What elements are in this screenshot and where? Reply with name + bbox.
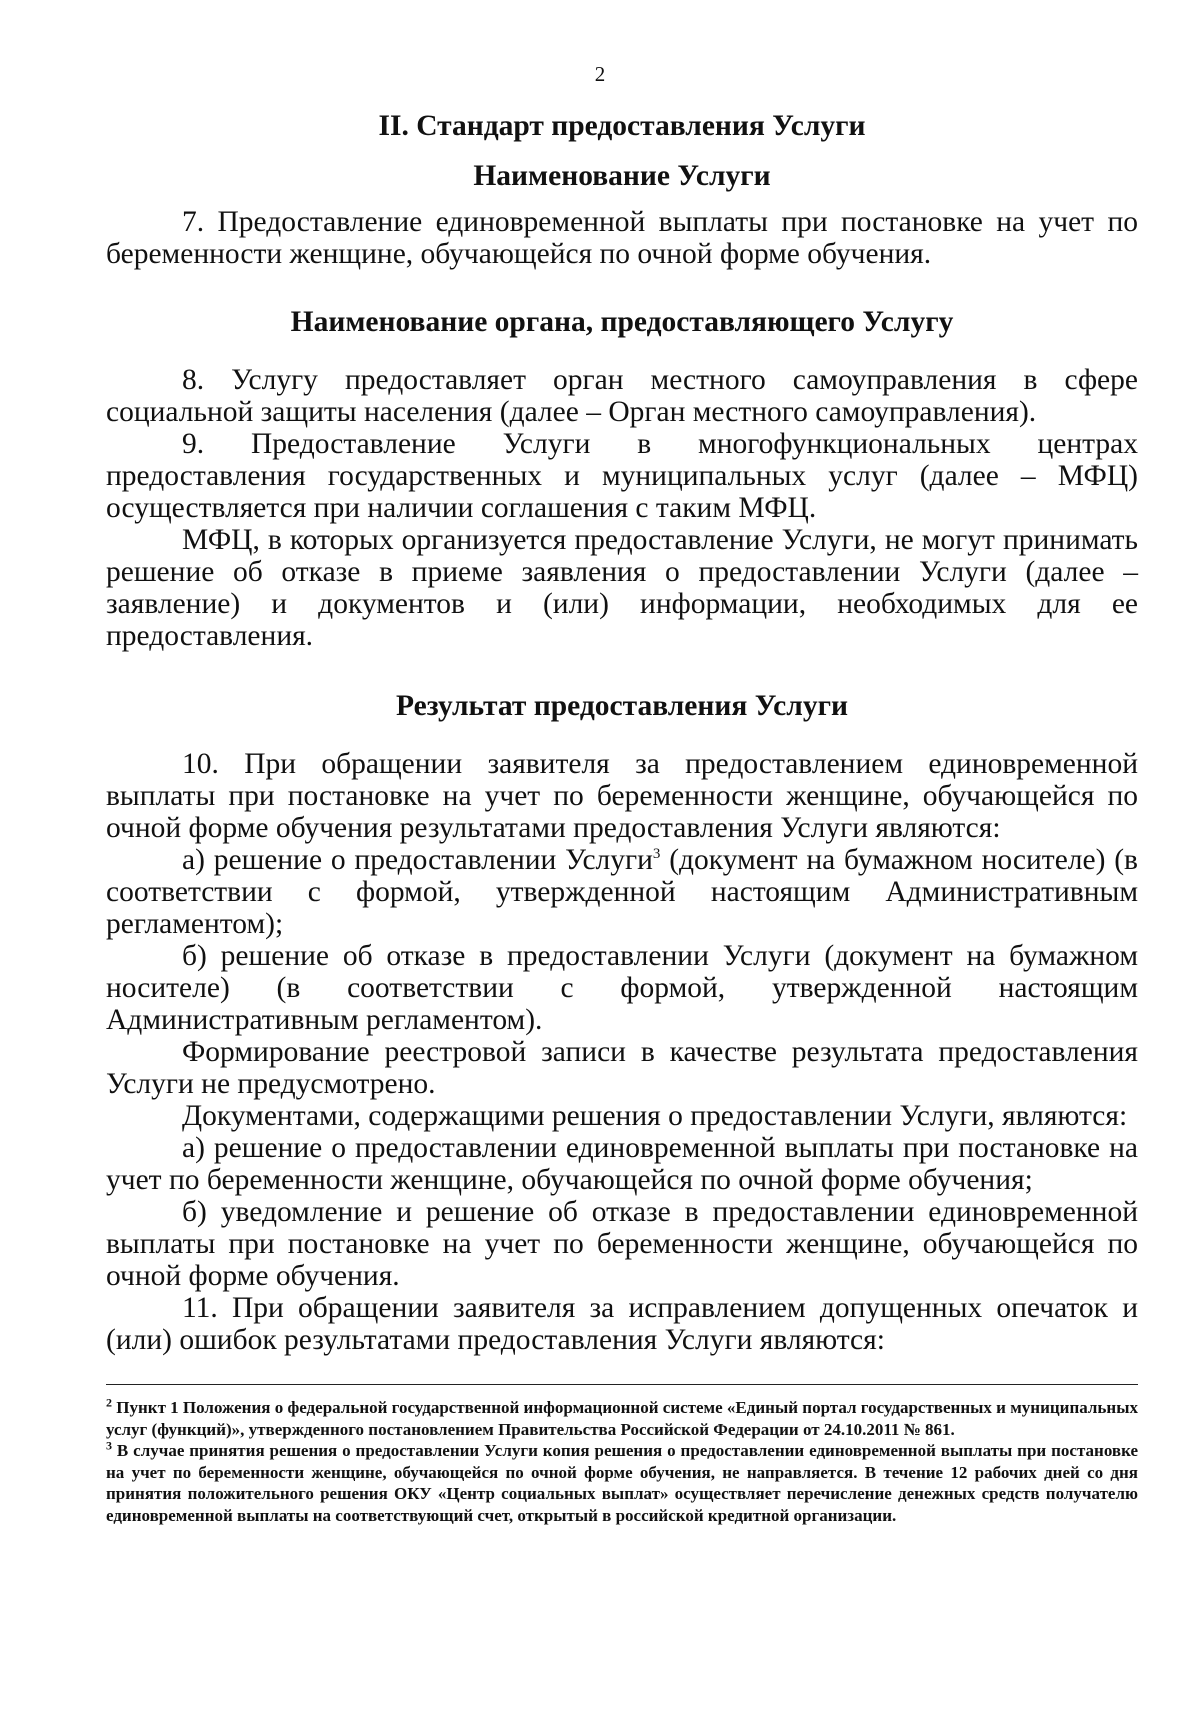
footnote-text: Пункт 1 Положения о федеральной государственной информационной системе «Единый портал государственных и муниципальных услуг (функций)», утвержденного постановлением Правительства Российской Федерации от 24.10.2011 № 861. <box>106 1398 1138 1439</box>
paragraph-registry: Формирование реестровой записи в качестве результата предоставления Услуги не предусмотрено. <box>106 1036 1138 1100</box>
subsection-heading-service-name: Наименование Услуги <box>473 160 771 192</box>
footnotes <box>106 1384 1138 1526</box>
paragraph-10a <box>106 844 1138 940</box>
paragraph-documents: Документами, содержащими решения о предоставлении Услуги, являются: <box>182 1100 1128 1132</box>
paragraph-10a-tail: (документ на бумажном носителе) (в соответствии с формой, утвержденной настоящим Административным регламентом); <box>106 844 1138 940</box>
footnote-3 <box>106 1440 1138 1526</box>
paragraph-mfc: МФЦ, в которых организуется предоставление Услуги, не могут принимать решение об отказе в приеме заявления о предоставлении Услуги (далее – заявление) и документов и (или) информации, необходимых для ее предоставления. <box>106 524 1138 652</box>
paragraph-7: 7. Предоставление единовременной выплаты при постановке на учет по беременности женщине, обучающейся по очной форме обучения. <box>106 206 1138 270</box>
footnote-text: В случае принятия решения о предоставлении Услуги копия решения о предоставлении единовременной выплаты при постановке на учет по беременности женщине, обучающейся по очной форме обучения, не направляется. В течение 12 рабочих дней со дня принятия положительного решения ОКУ «Центр социальных выплат» осуществляет перечисление денежных средств получателю единовременной выплаты на соответствующий счет, открытый в российской кредитной организации. <box>106 1441 1138 1525</box>
footnote-marker: 2 <box>106 1395 112 1410</box>
footnote-2 <box>106 1397 1138 1440</box>
paragraph-documents-a: а) решение о предоставлении единовременной выплаты при постановке на учет по беременности женщине, обучающейся по очной форме обучения; <box>106 1132 1138 1196</box>
paragraph-8: 8. Услугу предоставляет орган местного самоуправления в сфере социальной защиты населения (далее – Орган местного самоуправления). <box>106 364 1138 428</box>
footnote-ref-3: 3 <box>652 846 661 863</box>
paragraph-9: 9. Предоставление Услуги в многофункциональных центрах предоставления государственных и муниципальных услуг (далее – МФЦ) осуществляется при наличии соглашения с таким МФЦ. <box>106 428 1138 524</box>
paragraph-11: 11. При обращении заявителя за исправлением допущенных опечаток и (или) ошибок результатами предоставления Услуги являются: <box>106 1292 1138 1356</box>
paragraph-10: 10. При обращении заявителя за предоставлением единовременной выплаты при постановке на учет по беременности женщине, обучающейся по очной форме обучения результатами предоставления Услуги являются: <box>106 748 1138 844</box>
footnote-marker: 3 <box>106 1438 112 1453</box>
subsection-heading-result: Результат предоставления Услуги <box>396 690 848 722</box>
document-body <box>106 110 1138 1356</box>
subsection-heading-authority: Наименование органа, предоставляющего Услугу <box>290 306 954 338</box>
page-number: 2 <box>594 62 606 86</box>
footnote-divider <box>106 1384 1138 1385</box>
paragraph-10a-text: а) решение о предоставлении Услуги <box>182 844 653 876</box>
section-title: II. Стандарт предоставления Услуги <box>378 110 866 142</box>
paragraph-documents-b: б) уведомление и решение об отказе в предоставлении единовременной выплаты при постановке на учет по беременности женщине, обучающейся по очной форме обучения. <box>106 1196 1138 1292</box>
paragraph-10b: б) решение об отказе в предоставлении Услуги (документ на бумажном носителе) (в соответствии с формой, утвержденной настоящим Административным регламентом). <box>106 940 1138 1036</box>
